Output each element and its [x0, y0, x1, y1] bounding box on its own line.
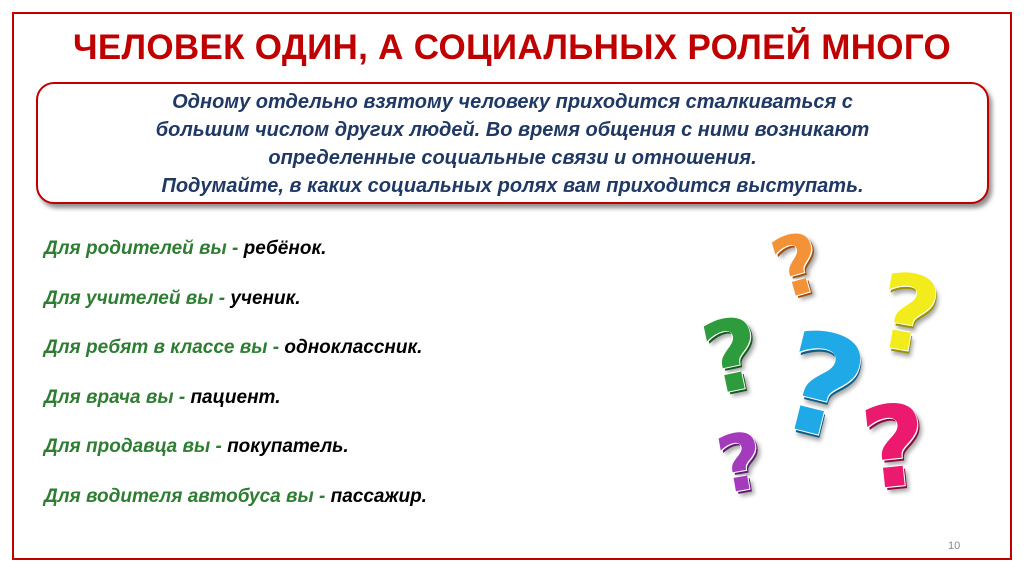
- intro-text-box: [36, 82, 989, 204]
- role-prefix: Для водителя автобуса вы -: [44, 485, 331, 507]
- role-item: [44, 238, 427, 288]
- intro-line-4: Подумайте, в каких социальных ролях вам приходится выступать.: [161, 175, 864, 197]
- role-value: пассажир.: [330, 485, 427, 507]
- roles-list: [44, 238, 427, 535]
- orange-question-mark-icon: ?: [761, 214, 834, 319]
- yellow-question-mark-icon: ?: [867, 248, 949, 380]
- role-value: ребёнок.: [243, 238, 327, 259]
- intro-line-2: большим числом других людей. Во время общения с ними возникают: [155, 119, 870, 141]
- role-prefix: Для родителей вы -: [44, 238, 244, 259]
- role-prefix: Для врача вы -: [44, 386, 191, 408]
- role-item: [44, 387, 427, 437]
- slide-title: ЧЕЛОВЕК ОДИН, А СОЦИАЛЬНЫХ РОЛЕЙ МНОГО: [72, 28, 952, 67]
- intro-line-3: определенные социальные связи и отношения.: [268, 147, 757, 169]
- role-item: [44, 486, 427, 536]
- purple-question-mark-icon: ?: [710, 415, 771, 513]
- green-question-mark-icon: ?: [692, 295, 773, 419]
- role-item: [44, 436, 427, 486]
- role-value: одноклассник.: [284, 337, 423, 358]
- role-item: [44, 288, 427, 338]
- role-prefix: Для продавца вы -: [44, 436, 228, 457]
- role-item: [44, 337, 427, 387]
- pink-question-mark-icon: ?: [855, 379, 934, 517]
- slide-number: 10: [948, 540, 961, 552]
- blue-question-mark-icon: ?: [763, 298, 881, 475]
- role-prefix: Для ребят в классе вы -: [44, 337, 285, 358]
- role-value: покупатель.: [227, 436, 349, 457]
- role-value: ученик.: [230, 287, 301, 309]
- role-value: пациент.: [190, 386, 281, 408]
- intro-line-1: Одному отдельно взятому человеку приходится сталкиваться с: [172, 91, 853, 113]
- role-prefix: Для учителей вы -: [44, 287, 231, 309]
